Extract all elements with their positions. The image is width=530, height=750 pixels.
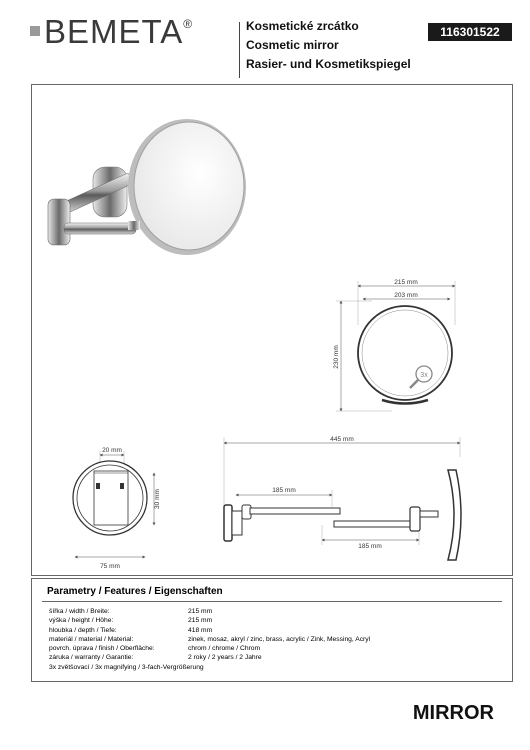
title-cz: Kosmetické zrcátko bbox=[246, 19, 359, 33]
dim-185-top: 185 mm bbox=[272, 487, 296, 494]
logo-mark bbox=[30, 26, 40, 36]
feature-label: hloubka / depth / Tiefe: bbox=[49, 626, 117, 634]
feature-value: 215 mm bbox=[188, 608, 213, 615]
features-panel bbox=[31, 578, 513, 682]
feature-value: 418 mm bbox=[188, 626, 213, 634]
feature-value: zinek, mosaz, akryl / zinc, brass, acrylic / Zink, Messing, Acryl bbox=[188, 635, 371, 643]
product-titles bbox=[246, 17, 411, 74]
title-de: Rasier- und Kosmetikspiegel bbox=[246, 57, 411, 71]
dim-185-bottom: 185 mm bbox=[358, 543, 382, 550]
feature-value: 215 mm bbox=[188, 617, 213, 625]
feature-label: záruka / warranty / Garantie: bbox=[49, 654, 134, 662]
front-view bbox=[336, 281, 455, 411]
base-view bbox=[73, 451, 154, 557]
title-en: Cosmetic mirror bbox=[246, 38, 339, 52]
dim-75: 75 mm bbox=[100, 563, 120, 570]
product-photo bbox=[48, 119, 246, 255]
feature-label: šířka / width / Breite: bbox=[49, 608, 110, 615]
dim-445: 445 mm bbox=[330, 436, 354, 443]
feature-label: materiál / material / Material: bbox=[49, 635, 134, 643]
technical-drawing bbox=[32, 85, 512, 575]
features-divider bbox=[42, 601, 502, 602]
magnify-label: 3x bbox=[420, 372, 428, 379]
dim-215: 215 mm bbox=[394, 279, 418, 286]
feature-value: chrom / chrome / Chrom bbox=[188, 645, 261, 653]
feature-label: výška / height / Höhe: bbox=[49, 617, 114, 625]
drawing-frame bbox=[31, 84, 513, 576]
registered-mark: ® bbox=[183, 17, 194, 31]
features-title: Parametry / Features / Eigenschaften bbox=[47, 586, 223, 597]
product-code-badge: 116301522 bbox=[428, 23, 512, 41]
dim-230: 230 mm bbox=[333, 345, 340, 369]
category-title: MIRROR bbox=[412, 702, 494, 724]
dim-20: 20 mm bbox=[102, 447, 122, 454]
brand-name: BEMETA bbox=[44, 13, 184, 50]
dim-30: 30 mm bbox=[154, 489, 161, 509]
header-divider bbox=[239, 22, 240, 78]
feature-value: 2 roky / 2 years / 2 Jahre bbox=[188, 654, 262, 662]
side-view bbox=[224, 437, 461, 560]
brand-logo bbox=[44, 13, 193, 51]
dim-203: 203 mm bbox=[394, 292, 418, 299]
feature-label: povrch. úprava / finish / Oberfläche: bbox=[49, 645, 155, 653]
feature-label: 3x zvětšovací / 3x magnifying / 3-fach-Vergrößerung bbox=[49, 663, 204, 671]
